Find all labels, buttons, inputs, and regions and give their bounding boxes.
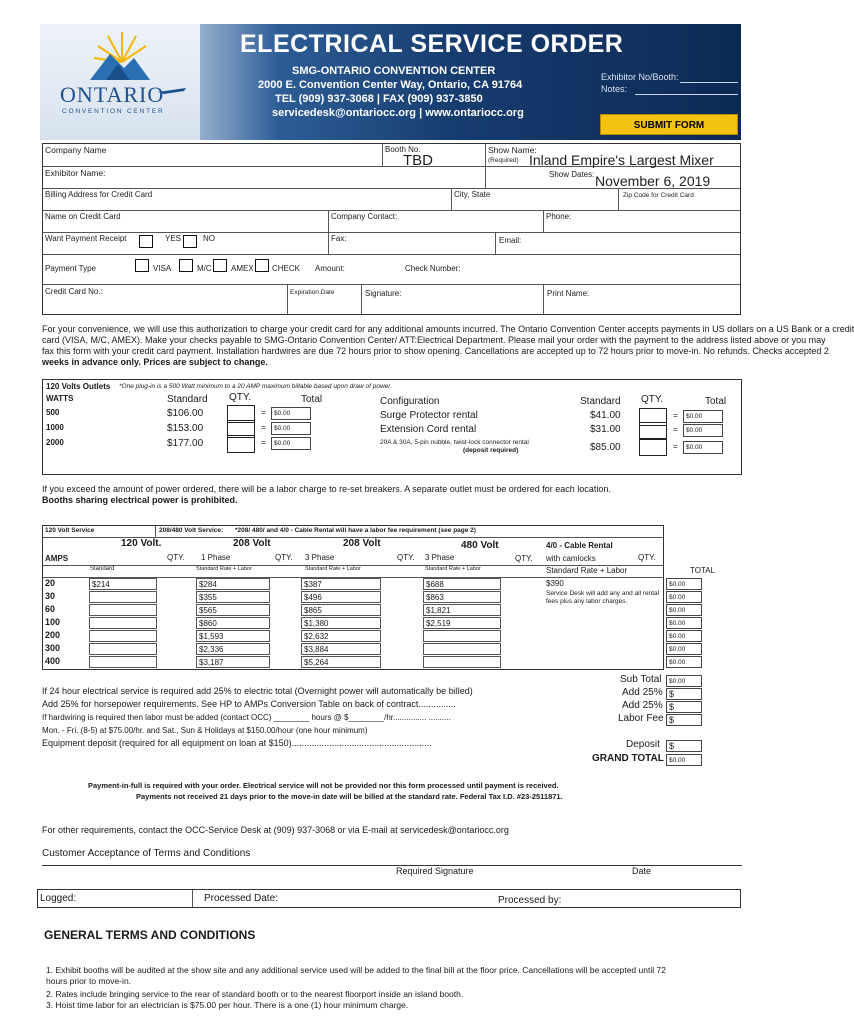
notes-label: Notes: — [601, 84, 628, 94]
qty-label: QTY. — [229, 392, 252, 403]
booth-value[interactable]: TBD — [403, 152, 433, 169]
visa-checkbox[interactable] — [135, 259, 149, 272]
config-standard-label: Standard — [580, 396, 621, 407]
service-row-total: $0.00 — [666, 617, 702, 629]
std-label-208-3: Standard Rate + Labor — [305, 566, 361, 572]
amp-value: 200 — [45, 630, 61, 640]
deposit-label: Deposit — [626, 739, 660, 750]
rate-cell-v120 — [89, 643, 157, 655]
std-label-480: Standard Rate + Labor — [425, 566, 481, 572]
notice-line-2: card (VISA, M/C, AMEX). Make your checks payable to SMG-Ontario Convention Center/ ATT:Electrical Department. Please mail your order with the payment to the address listed above or you may — [42, 335, 826, 345]
rate-cell-p1: $565 — [196, 604, 270, 616]
show-dates-label: Show Dates: — [549, 170, 595, 179]
qty-208b-label: QTY. — [397, 553, 415, 562]
service-row-total: $0.00 — [666, 656, 702, 668]
logged-label: Logged: — [40, 893, 77, 904]
subtotal-label: Sub Total — [620, 674, 662, 685]
rate-cell-p1: $2,336 — [196, 643, 270, 655]
total-500: $0.00 — [271, 407, 311, 420]
rate-cell-v120 — [89, 604, 157, 616]
nubble-connector-total: $0.00 — [683, 441, 723, 454]
exhibitor-name-label: Exhibitor Name: — [45, 168, 106, 178]
volt-service-table — [42, 525, 664, 670]
amount-label: Amount: — [315, 264, 345, 273]
service-120-header: 120 Volt Service — [45, 527, 95, 534]
customer-info-grid — [42, 143, 741, 315]
zip-label: Zip Code for Credit Card — [623, 192, 694, 199]
rate-cell-v480: $863 — [423, 591, 501, 603]
payment-type-label: Payment Type — [45, 264, 96, 273]
exhibitor-booth-label: Exhibitor No/Booth: — [601, 72, 679, 82]
phone-label: Phone: — [546, 212, 572, 221]
rate-cell-p1: $3,187 — [196, 656, 270, 668]
amex-checkbox[interactable] — [213, 259, 227, 272]
service-row-total: $0.00 — [666, 578, 702, 590]
no-label: NO — [203, 234, 215, 243]
date-label: Date — [632, 866, 652, 876]
notice-line-3: fax this form with your credit card payment. Installation hardwires are due 72 hours prior to show opening. Cancellations are accepted up to 72 hours prior to move-in. No refunds. Checks accepted 2 — [42, 346, 829, 356]
notice-line-4: weeks in advance only. Prices are subject to change. — [42, 357, 268, 367]
check-checkbox[interactable] — [255, 259, 269, 272]
sun-mountain-logo-icon — [90, 28, 150, 80]
rate-cell-v120 — [89, 617, 157, 629]
amex-label: AMEX — [231, 264, 254, 273]
contact-line: For other requirements, contact the OCC-Service Desk at (909) 937-3068 or via E-mail at servicedesk@ontariocc.org — [42, 825, 509, 835]
col-480-volt: 480 Volt — [461, 540, 499, 551]
required-signature-label: Required Signature — [396, 866, 474, 876]
billing-address-label: Billing Address for Credit Card — [45, 190, 153, 199]
add-25-value[interactable]: $ — [666, 688, 702, 700]
credit-card-no-label: Credit Card No.: — [45, 287, 103, 296]
service-208-header: 208/480 Volt Service: — [159, 527, 224, 534]
org-web: servicedesk@ontariocc.org | www.ontariocc.org — [272, 107, 524, 119]
fee-line-2: Add 25% for horsepower requirements. See HP to AMPs Conversion Table on back of contract............... — [42, 699, 456, 709]
outlets-section: 120 Volts Outlets *One plug-in is a 500 Watt minimum to a 20 AMP maximum billable based upon draw of power. WATTS Standard QTY. Total 500 $106.00 = $0.00 1000 $153.00 = $0.00 2000 $177.00 = $0.00 Configuration Standard QTY. Total Surge Protector rental $41.00 = $0.00 Extension Cord rental $31.00 = $0.00 20A & 30A, 5-pin nubble, twist-lock connector rental (deposit required) $85.00 = $0.00 — [42, 379, 742, 475]
header-banner — [40, 24, 741, 140]
terms-item-1a: 1. Exhibit booths will be audited at the show site and any additional service used will be added to the final bill at the floor price. Cancellations will be accepted until 72 — [46, 965, 666, 975]
col-cable-rental: 4/0 - Cable Rental — [546, 541, 613, 550]
rate-cell-v120 — [89, 630, 157, 642]
price-1000: $153.00 — [167, 423, 204, 434]
amp-value: 300 — [45, 643, 61, 653]
rate-cell-v480 — [423, 656, 501, 668]
payment-line-1: Payment-in-full is required with your order. Electrical service will not be provided nor this form processed until payment is received. — [88, 781, 559, 790]
std-label-120: Standard — [90, 566, 115, 572]
payment-line-2: Payments not received 21 days prior to the move-in date will be billed at the standard rate. Federal Tax I.D. #23-2511871. — [136, 792, 563, 801]
std-label-cable: Standard Rate + Labor — [546, 566, 628, 575]
cable-note: Service Desk will add any and all rental fees plus any labor charges. — [546, 590, 660, 605]
qty-120-label: QTY. — [167, 553, 185, 562]
check-label: CHECK — [272, 264, 301, 273]
grand-total-label: GRAND TOTAL — [592, 753, 664, 764]
rate-cell-v480: $1,821 — [423, 604, 501, 616]
col-208-volt-3: 208 Volt — [343, 538, 381, 549]
service-total-label: TOTAL — [690, 566, 716, 575]
rate-cell-p3: $496 — [301, 591, 381, 603]
terms-item-2: 2. Rates include bringing service to the rear of standard booth or to the nearest floorport inside an island booth. — [46, 989, 464, 999]
show-name-label: Show Name: — [488, 145, 537, 155]
qty-cable-label: QTY. — [638, 553, 656, 562]
yes-label: YES — [165, 234, 182, 243]
terms-title: GENERAL TERMS AND CONDITIONS — [44, 928, 256, 942]
grand-total-value: $0.00 — [666, 754, 702, 766]
total-label: Total — [301, 394, 323, 405]
add-25-label: Add 25% — [622, 687, 663, 698]
labor-fee-value[interactable]: $ — [666, 714, 702, 726]
nubble-connector-price: $85.00 — [590, 442, 621, 453]
rate-cell-p3: $3,884 — [301, 643, 381, 655]
rate-cell-p1: $860 — [196, 617, 270, 629]
service-row-total: $0.00 — [666, 630, 702, 642]
logo-subtitle: CONVENTION CENTER — [62, 108, 165, 115]
outlets-heading: 120 Volts Outlets — [46, 382, 111, 391]
amp-value: 30 — [45, 591, 56, 601]
rate-cell-v120: $214 — [89, 578, 157, 590]
booth-label: Booth No. — [385, 145, 421, 154]
mc-label: M/C — [197, 264, 212, 273]
add-25-hp-label: Add 25% — [622, 700, 663, 711]
rate-cell-v120 — [89, 591, 157, 603]
surge-protector-total: $0.00 — [683, 410, 723, 423]
rate-cell-p3: $5,264 — [301, 656, 381, 668]
fee-line-1: If 24 hour electrical service is required add 25% to electric total (Overnight power will automatically be billed) — [42, 686, 473, 696]
show-name-required: (Required) — [488, 157, 519, 164]
amp-value: 100 — [45, 617, 61, 627]
amp-value: 20 — [45, 578, 56, 588]
extension-cord-total: $0.00 — [683, 424, 723, 437]
watts-label: WATTS — [46, 394, 74, 403]
payment-receipt-label: Want Payment Receipt — [45, 234, 127, 243]
processed-date-label: Processed Date: — [204, 893, 278, 904]
logo-wordmark: ONTARIO — [60, 82, 165, 107]
office-use-box — [37, 889, 741, 908]
acceptance-title: Customer Acceptance of Terms and Conditions — [42, 848, 251, 859]
config-qty-label: QTY. — [641, 394, 664, 405]
submit-form-button[interactable]: SUBMIT FORM — [600, 114, 738, 135]
price-500: $106.00 — [167, 408, 204, 419]
cable-price: $390 — [546, 579, 564, 588]
watts-2000: 2000 — [46, 438, 64, 447]
notice-line-1: For your convenience, we will use this authorization to charge your credit card for any additional amounts incurred. The Ontario Convention Center accepts payments in US dollars on a US Bank or a credit — [42, 324, 854, 334]
logo-panel — [40, 24, 200, 140]
phase-3b-label: 3 Phase — [425, 553, 455, 562]
mc-checkbox[interactable] — [179, 259, 193, 272]
warning-line-2: Booths sharing electrical power is prohibited. — [42, 495, 238, 505]
receipt-no-checkbox[interactable] — [183, 235, 197, 248]
airplane-icon — [158, 84, 188, 98]
org-name: SMG-ONTARIO CONVENTION CENTER — [292, 65, 496, 77]
fax-label: Fax: — [331, 234, 347, 243]
nubble-deposit-note: (deposit required) — [463, 447, 519, 454]
service-row-total: $0.00 — [666, 643, 702, 655]
signature-label: Signature: — [365, 289, 402, 298]
city-state-label: City, State — [454, 190, 491, 199]
print-name-label: Print Name: — [547, 289, 590, 298]
config-total-label: Total — [705, 396, 727, 407]
surge-protector-label: Surge Protector rental — [380, 410, 478, 421]
configuration-label: Configuration — [380, 396, 440, 407]
std-label-208-1: Standard Rate + Labor — [196, 566, 252, 572]
surge-protector-price: $41.00 — [590, 410, 621, 421]
show-dates-value[interactable]: November 6, 2019 — [595, 173, 711, 189]
visa-label: VISA — [153, 264, 172, 273]
watts-500: 500 — [46, 408, 60, 417]
watts-1000: 1000 — [46, 423, 64, 432]
phase-1-label: 1 Phase — [201, 553, 231, 562]
extension-cord-label: Extension Cord rental — [380, 424, 477, 435]
rate-cell-p3: $2,632 — [301, 630, 381, 642]
warning-line-1: If you exceed the amount of power ordered, there will be a labor charge to re-set breakers. A separate outlet must be ordered for each location. — [42, 484, 611, 494]
total-1000: $0.00 — [271, 422, 311, 435]
service-row-total: $0.00 — [666, 591, 702, 603]
show-name-value[interactable]: Inland Empire's Largest Mixer — [529, 152, 714, 168]
company-name-label: Company Name — [45, 145, 107, 155]
rate-cell-v480: $688 — [423, 578, 501, 590]
receipt-yes-checkbox[interactable] — [139, 235, 153, 248]
terms-item-1b: hours prior to move-in. — [46, 976, 132, 986]
name-on-card-label: Name on Credit Card — [45, 212, 121, 221]
rate-cell-v120 — [89, 656, 157, 668]
rate-cell-p3: $865 — [301, 604, 381, 616]
org-phone: TEL (909) 937-3068 | FAX (909) 937-3850 — [275, 93, 483, 105]
fee-line-4: Mon. - Fri. (8-5) at $75.00/hr. and Sat., Sun & Holidays at $150.00/hour (one hour minimum) — [42, 726, 368, 735]
amps-label: AMPS — [45, 554, 69, 563]
expiration-date-label: Expiration Date — [290, 289, 335, 296]
amp-value: 60 — [45, 604, 56, 614]
processed-by-label: Processed by: — [498, 895, 562, 906]
check-number-label: Check Number: — [405, 264, 461, 273]
page-title: ELECTRICAL SERVICE ORDER — [240, 30, 624, 58]
rate-cell-v480 — [423, 643, 501, 655]
col-208-volt-1: 208 Volt — [233, 538, 271, 549]
org-address: 2000 E. Convention Center Way, Ontario, CA 91764 — [258, 79, 523, 91]
qty-2000-input[interactable] — [227, 435, 255, 453]
phase-3-label: 3 Phase — [305, 553, 335, 562]
fee-line-3: If hardwiring is required then labor must be added (contact OCC) ________ hours @ $________/hr............... .......... — [42, 713, 451, 722]
outlets-note: *One plug-in is a 500 Watt minimum to a 20 AMP maximum billable based upon draw of power. — [119, 383, 393, 390]
rate-cell-p1: $1,593 — [196, 630, 270, 642]
qty-480-label: QTY. — [515, 554, 533, 563]
company-contact-label: Company Contact: — [331, 212, 398, 221]
col-120-volt: 120 Volt. — [121, 538, 162, 549]
subtotal-value: $0.00 — [666, 675, 702, 687]
fee-line-5: Equipment deposit (required for all equipment on loan at $150)........................................................ — [42, 738, 432, 748]
rate-cell-v480 — [423, 630, 501, 642]
service-header-note: *208/ 480/ and 4/0 - Cable Rental will have a labor fee requirement (see page 2) — [235, 527, 476, 534]
standard-label: Standard — [167, 394, 208, 405]
total-2000: $0.00 — [271, 437, 311, 450]
nubble-connector-qty-input[interactable] — [639, 438, 667, 456]
service-row-total: $0.00 — [666, 604, 702, 616]
email-label: Email: — [499, 236, 522, 245]
qty-208-label: QTY. — [275, 553, 293, 562]
add-25-hp-value[interactable]: $ — [666, 701, 702, 713]
extension-cord-price: $31.00 — [590, 424, 621, 435]
rate-cell-p1: $355 — [196, 591, 270, 603]
amp-value: 400 — [45, 656, 61, 666]
camlocks-label: with camlocks — [546, 554, 596, 563]
rate-cell-p1: $284 — [196, 578, 270, 590]
nubble-connector-label: 20A & 30A, 5-pin nubble, twist-lock connector rental — [380, 439, 529, 446]
deposit-value[interactable]: $ — [666, 740, 702, 752]
labor-fee-label: Labor Fee — [618, 713, 664, 724]
rate-cell-p3: $1,380 — [301, 617, 381, 629]
notes-field[interactable] — [635, 94, 738, 95]
rate-cell-v480: $2,519 — [423, 617, 501, 629]
rate-cell-p3: $387 — [301, 578, 381, 590]
price-2000: $177.00 — [167, 438, 204, 449]
exhibitor-booth-field[interactable] — [680, 82, 738, 83]
terms-item-3: 3. Hoist time labor for an electrician is $75.00 per hour. There is a one (1) hour minimum charge. — [46, 1000, 409, 1010]
